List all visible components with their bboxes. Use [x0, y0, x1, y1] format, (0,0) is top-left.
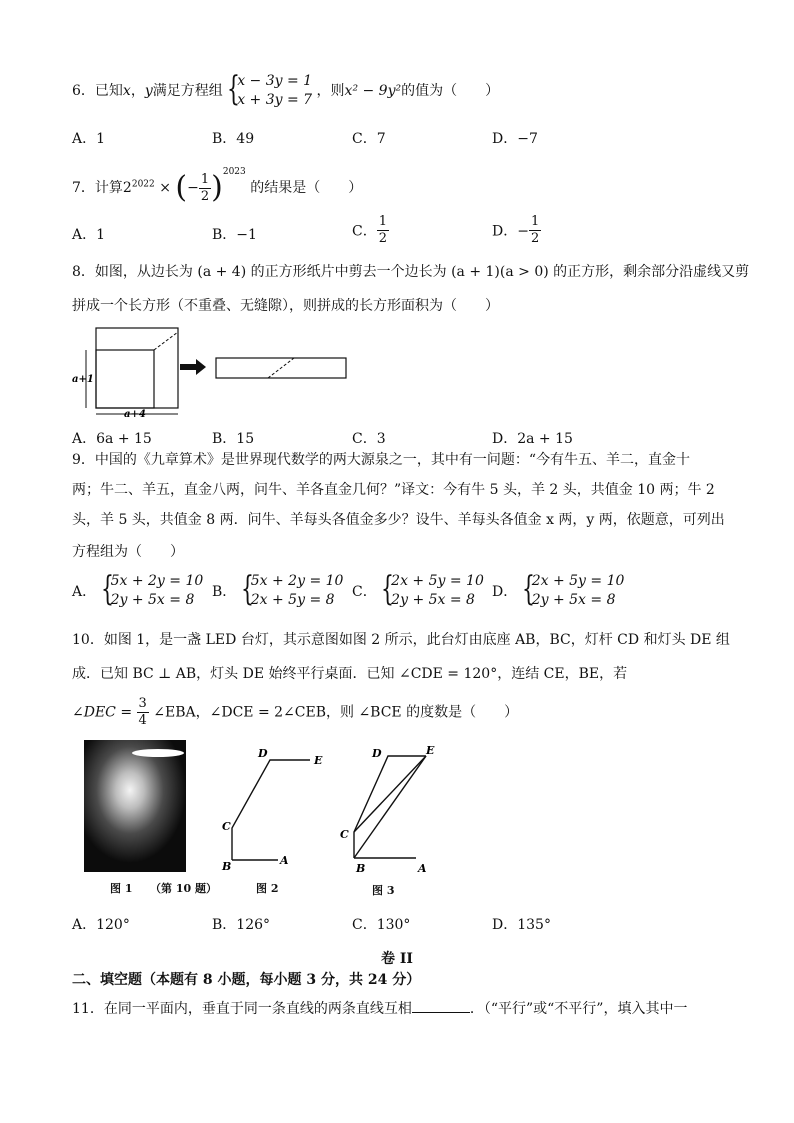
q6-option-a[interactable]: A．1 — [72, 131, 106, 147]
q7-option-d-frac — [529, 214, 541, 247]
q11-text-a: 11．在同一平面内，垂直于同一条直线的两条直线互相 — [72, 1001, 412, 1017]
q6-comma: ， — [130, 83, 145, 99]
fig2-label-d: D — [258, 747, 268, 760]
fig2-lamp-outline — [232, 760, 310, 860]
q7-option-d-label: D．− — [492, 223, 529, 240]
q7-exp1: 2022 — [131, 179, 155, 190]
q7-base: 2 — [122, 180, 132, 196]
q7-frac-num: 1 — [200, 171, 210, 187]
q10-figure-2 — [210, 742, 340, 872]
q10-line-2: 成．已知 BC ⊥ AB，灯头 DE 始终平行桌面．已知 ∠CDE = 120°，连结 CE，BE，若 — [72, 666, 628, 682]
q7-frac-sign: − — [187, 180, 199, 196]
q10-frac-den: 4 — [138, 713, 147, 728]
q7-d-num: 1 — [530, 214, 540, 229]
q6-option-b[interactable]: B．49 — [212, 131, 255, 147]
fig2-label-e: E — [314, 754, 323, 767]
q9-d-eq2: 2y + 5x = 8 — [531, 592, 616, 608]
q10-fig2-caption: 图 2 — [256, 882, 279, 895]
q9-a-system: { 5x + 2y = 10 2y + 5x = 8 — [100, 569, 204, 609]
q9-a-label: A． — [72, 584, 97, 600]
q6-text-c: ，则 — [316, 83, 345, 99]
q10-fig-note: （第 10 题） — [150, 882, 217, 895]
q8-option-a[interactable]: A．6a + 15 — [72, 431, 152, 447]
fig2-label-c: C — [222, 820, 231, 833]
fig3-label-b: B — [356, 862, 366, 875]
q6-expression: x² − 9y² — [344, 83, 402, 99]
lamp-glow — [84, 740, 186, 872]
q7-option-c-label: C． — [352, 223, 377, 240]
q7-stem: 7．计算$2^{2022}$ × (− $\frac{1}{2}$ )$^{2023}$ 的结果是（ ） — [72, 167, 363, 205]
q10-fig3-caption: 图 3 — [372, 884, 395, 897]
q8-line-2: 拼成一个长方形（不重叠、无缝隙），则拼成的长方形面积为（ ） — [72, 298, 499, 314]
q6-var-x: x — [122, 83, 131, 99]
q7-fraction — [199, 172, 211, 205]
q6-eq2: x + 3y = 7 — [237, 92, 313, 108]
q9-d-eq1: 2x + 5y = 10 — [531, 573, 625, 589]
q10-line-3b: ∠EBA，∠DCE = 2∠CEB，则 ∠BCE 的度数是（ ） — [153, 704, 519, 721]
q11-answer-blank[interactable] — [412, 998, 470, 1013]
q9-option-c[interactable] — [352, 569, 484, 610]
q8-line-1: 8．如图，从边长为 (a + 4) 的正方形纸片中剪去一个边长为 (a + 1)(a > 0) 的正方形，剩余部分沿虚线又剪 — [72, 264, 750, 280]
q10-line-3 — [72, 696, 518, 736]
q8-option-d[interactable]: D．2a + 15 — [492, 431, 573, 447]
q10-fig1-caption: 图 1 — [110, 882, 133, 895]
q8-option-c[interactable]: C．3 — [352, 431, 386, 447]
lamp-head-icon — [132, 749, 184, 757]
q6-option-d[interactable]: D．−7 — [492, 131, 538, 147]
q8-label-side: a+1 — [72, 374, 94, 385]
fig3-label-c: C — [340, 828, 349, 841]
q9-d-label: D． — [492, 584, 518, 600]
q8-cut-line — [154, 332, 178, 350]
q9-c-label: C． — [352, 584, 377, 600]
fig3-label-a: A — [418, 862, 427, 875]
q9-option-a[interactable] — [72, 569, 204, 610]
q7-option-c[interactable] — [352, 214, 389, 247]
q7-option-d[interactable] — [492, 214, 541, 247]
q10-figure-3 — [336, 742, 446, 878]
q9-b-eq2: 2x + 5y = 8 — [250, 592, 335, 608]
q9-b-label: B． — [212, 584, 237, 600]
q9-b-eq1: 5x + 2y = 10 — [250, 573, 344, 589]
section-title: 二、填空题（本题有 8 小题，每小题 3 分，共 24 分） — [72, 972, 421, 988]
q9-a-eq1: 5x + 2y = 10 — [110, 573, 204, 589]
q9-d-system: { 2x + 5y = 10 2y + 5x = 8 — [521, 569, 625, 609]
q7-option-a[interactable]: A．1 — [72, 227, 106, 243]
q6-eq1: x − 3y = 1 — [237, 73, 313, 89]
arrow-right-icon — [180, 359, 206, 375]
q6-text-b: 满足方程组 — [152, 83, 223, 99]
fig3-segment-ce — [354, 756, 426, 832]
q9-a-eq2: 2y + 5x = 8 — [110, 592, 195, 608]
volume-title: 卷 II — [381, 951, 413, 967]
fig3-label-d: D — [372, 747, 382, 760]
q9-option-b[interactable] — [212, 569, 344, 610]
q7-text: 7．计算 — [72, 180, 123, 196]
q10-line-1: 10．如图 1，是一盏 LED 台灯，其示意图如图 2 所示，此台灯由底座 AB，BC，灯杆 CD 和灯头 DE 组 — [72, 632, 730, 648]
q6-stem — [72, 69, 500, 112]
q11-text-b: ．（“平行”或“不平行”，填入其中一 — [469, 1001, 688, 1017]
q9-c-system: { 2x + 5y = 10 2y + 5x = 8 — [381, 569, 484, 609]
fig2-label-b: B — [222, 860, 232, 872]
q6-var-y: y — [144, 83, 153, 99]
fig3-label-e: E — [426, 744, 435, 757]
q7-option-b[interactable]: B．−1 — [212, 227, 257, 243]
q10-line-3a: ∠DEC = — [72, 704, 133, 721]
q9-option-d[interactable] — [492, 569, 625, 610]
q8-option-b[interactable]: B．15 — [212, 431, 255, 447]
q7-c-den: 2 — [378, 231, 387, 246]
q9-c-eq2: 2y + 5x = 8 — [391, 592, 475, 608]
q10-option-c[interactable]: C．130° — [352, 917, 411, 933]
q9-line-1: 9．中国的《九章算术》是世界现代数学的两大源泉之一，其中有一问题：“今有牛五、羊二，直金十 — [72, 452, 691, 468]
q10-option-a[interactable]: A．120° — [72, 917, 130, 933]
q9-b-system: { 5x + 2y = 10 2x + 5y = 8 — [240, 569, 344, 609]
q6-text: 6．已知 — [72, 83, 123, 99]
q9-line-3: 头，羊 5 头，共值金 8 两．问牛、羊每头各值金多少？设牛、羊每头各值金 x 两，y 两，依题意，可列出 — [72, 512, 725, 528]
q9-c-eq1: 2x + 5y = 10 — [391, 573, 484, 589]
q10-photo — [84, 740, 186, 872]
q8-big-square — [96, 328, 178, 408]
q10-option-d[interactable]: D．135° — [492, 917, 551, 933]
q7-exp2: 2023 — [222, 167, 246, 177]
q8-rect-cut-line — [268, 358, 294, 378]
fig2-label-a: A — [280, 854, 289, 867]
q11-stem — [72, 998, 687, 1019]
q10-option-b[interactable]: B．126° — [212, 917, 271, 933]
q9-line-4: 方程组为（ ） — [72, 544, 184, 560]
q7-c-num: 1 — [378, 214, 387, 229]
q7-frac-den: 2 — [200, 188, 210, 204]
q8-figure — [72, 322, 362, 418]
q6-option-c[interactable]: C．7 — [352, 131, 386, 147]
q9-line-2: 两；牛二、羊五，直金八两，问牛、羊各直金几何？”译文：今有牛 5 头，羊 2 头，共值金 10 两；牛 2 — [72, 482, 715, 498]
q10-fraction — [137, 696, 149, 729]
q8-small-square — [96, 350, 154, 408]
q7-option-c-frac — [377, 214, 389, 247]
q8-label-bottom: a+4 — [124, 409, 146, 418]
q6-equation-system: { x − 3y = 1 x + 3y = 7 — [227, 69, 313, 109]
q10-frac-num: 3 — [138, 696, 147, 711]
q7-d-den: 2 — [530, 231, 540, 246]
q6-text-d: 的值为（ ） — [401, 83, 500, 99]
q7-times: × — [159, 180, 171, 196]
q7-text-b: 的结果是（ ） — [250, 180, 363, 196]
